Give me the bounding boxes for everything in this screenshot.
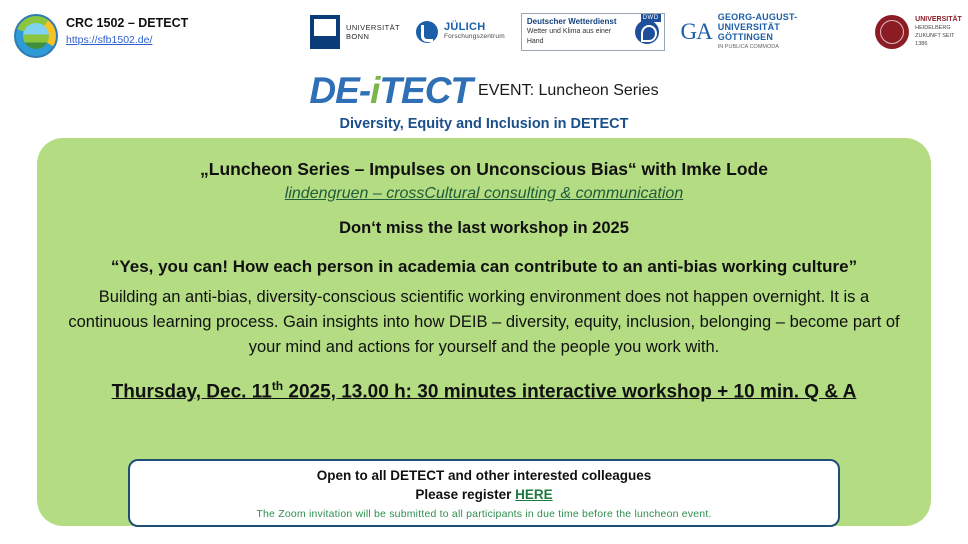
event-datetime <box>59 372 909 406</box>
bonn-crest-icon <box>310 15 340 49</box>
bonn-wordmark <box>346 23 400 41</box>
event-title-row <box>0 70 968 112</box>
goettingen-line2: GÖTTINGEN <box>717 32 774 42</box>
dwd-wordmark <box>527 17 630 47</box>
bonn-line2: BONN <box>346 32 370 41</box>
partner-goettingen <box>681 12 860 52</box>
partner-universitaet-bonn <box>310 15 400 49</box>
juelich-line2: Forschungszentrum <box>444 33 505 40</box>
juelich-wordmark <box>444 22 505 42</box>
heidelberg-wordmark <box>915 16 968 48</box>
registration-note: The Zoom invitation will be submitted to all participants in due time before the luncheon event. <box>256 508 712 520</box>
registration-audience: Open to all DETECT and other interested colleagues <box>316 468 652 483</box>
heidelberg-line2: HEIDELBERG <box>915 25 951 31</box>
workshop-title: “Yes, you can! How each person in academia can contribute to an anti-bias working culture” <box>110 257 858 276</box>
datetime-ordinal: th <box>271 379 284 393</box>
dwd-droplet-icon <box>635 15 659 44</box>
detect-logo-i: i <box>370 70 380 111</box>
event-subtitle: Diversity, Equity and Inclusion in DETECT <box>339 116 629 132</box>
partner-dwd <box>521 13 665 51</box>
goettingen-wordmark <box>718 12 859 52</box>
registration-prefix: Please register <box>415 487 516 502</box>
crc-text-block <box>66 14 188 48</box>
crc-website-link[interactable]: https://sfb1502.de/ <box>66 34 153 46</box>
partner-juelich <box>416 21 505 43</box>
event-label: EVENT: Luncheon Series <box>478 82 659 99</box>
crc-title: CRC 1502 – DETECT <box>66 16 189 30</box>
dwd-tag: DWD <box>642 15 659 21</box>
heidelberg-line3: ZUKUNFT SEIT 1386 <box>915 33 955 47</box>
detect-logo-part1: DE <box>309 70 359 111</box>
panel-body-text: Building an anti-bias, diversity-conscious scientific working environment does not happen overnight. It is a continuous learning process. Gain insights into how DEIB – diversity, equity, inclusion, belonging – become part of your mind and actions for yourself and the people you work with. <box>68 288 900 356</box>
goettingen-line1: GEORG-AUGUST-UNIVERSITÄT <box>717 12 798 32</box>
crc-branding <box>14 14 188 58</box>
detect-logo-part2: TECT <box>379 70 473 111</box>
detect-logo-dash: - <box>358 70 371 111</box>
georgia-augusta-monogram-icon: GA <box>680 19 712 44</box>
registration-box <box>128 459 840 527</box>
panel-teaser: Don‘t miss the last workshop in 2025 <box>339 219 629 237</box>
header-bar <box>0 0 968 62</box>
register-here-link[interactable]: HERE <box>515 487 553 502</box>
panel-headline: „Luncheon Series – Impulses on Unconscious Bias“ with Imke Lode <box>200 159 768 179</box>
speaker-link[interactable]: lindengruen – crossCultural consulting & communication <box>284 185 684 202</box>
heidelberg-line1: UNIVERSITÄT <box>915 16 962 23</box>
datetime-pre: Thursday, Dec. 11 <box>111 381 272 403</box>
detect-logo <box>309 70 472 111</box>
heidelberg-seal-icon <box>875 15 909 49</box>
juelich-line1: JÜLICH <box>444 21 486 33</box>
bonn-line1: UNIVERSITÄT <box>346 23 400 32</box>
crc-circular-logo-icon <box>14 14 58 58</box>
dwd-line1: Deutscher Wetterdienst <box>526 17 617 26</box>
registration-line <box>130 486 838 504</box>
datetime-post: 2025, 13.00 h: 30 minutes interactive workshop + 10 min. Q & A <box>283 381 857 403</box>
juelich-j-icon <box>416 21 438 43</box>
partner-heidelberg <box>875 15 968 49</box>
partner-logo-strip <box>310 12 968 52</box>
goettingen-line3: IN PUBLICA COMMODA <box>717 44 779 50</box>
dwd-line2: Wetter und Klima aus einer Hand <box>526 28 612 45</box>
